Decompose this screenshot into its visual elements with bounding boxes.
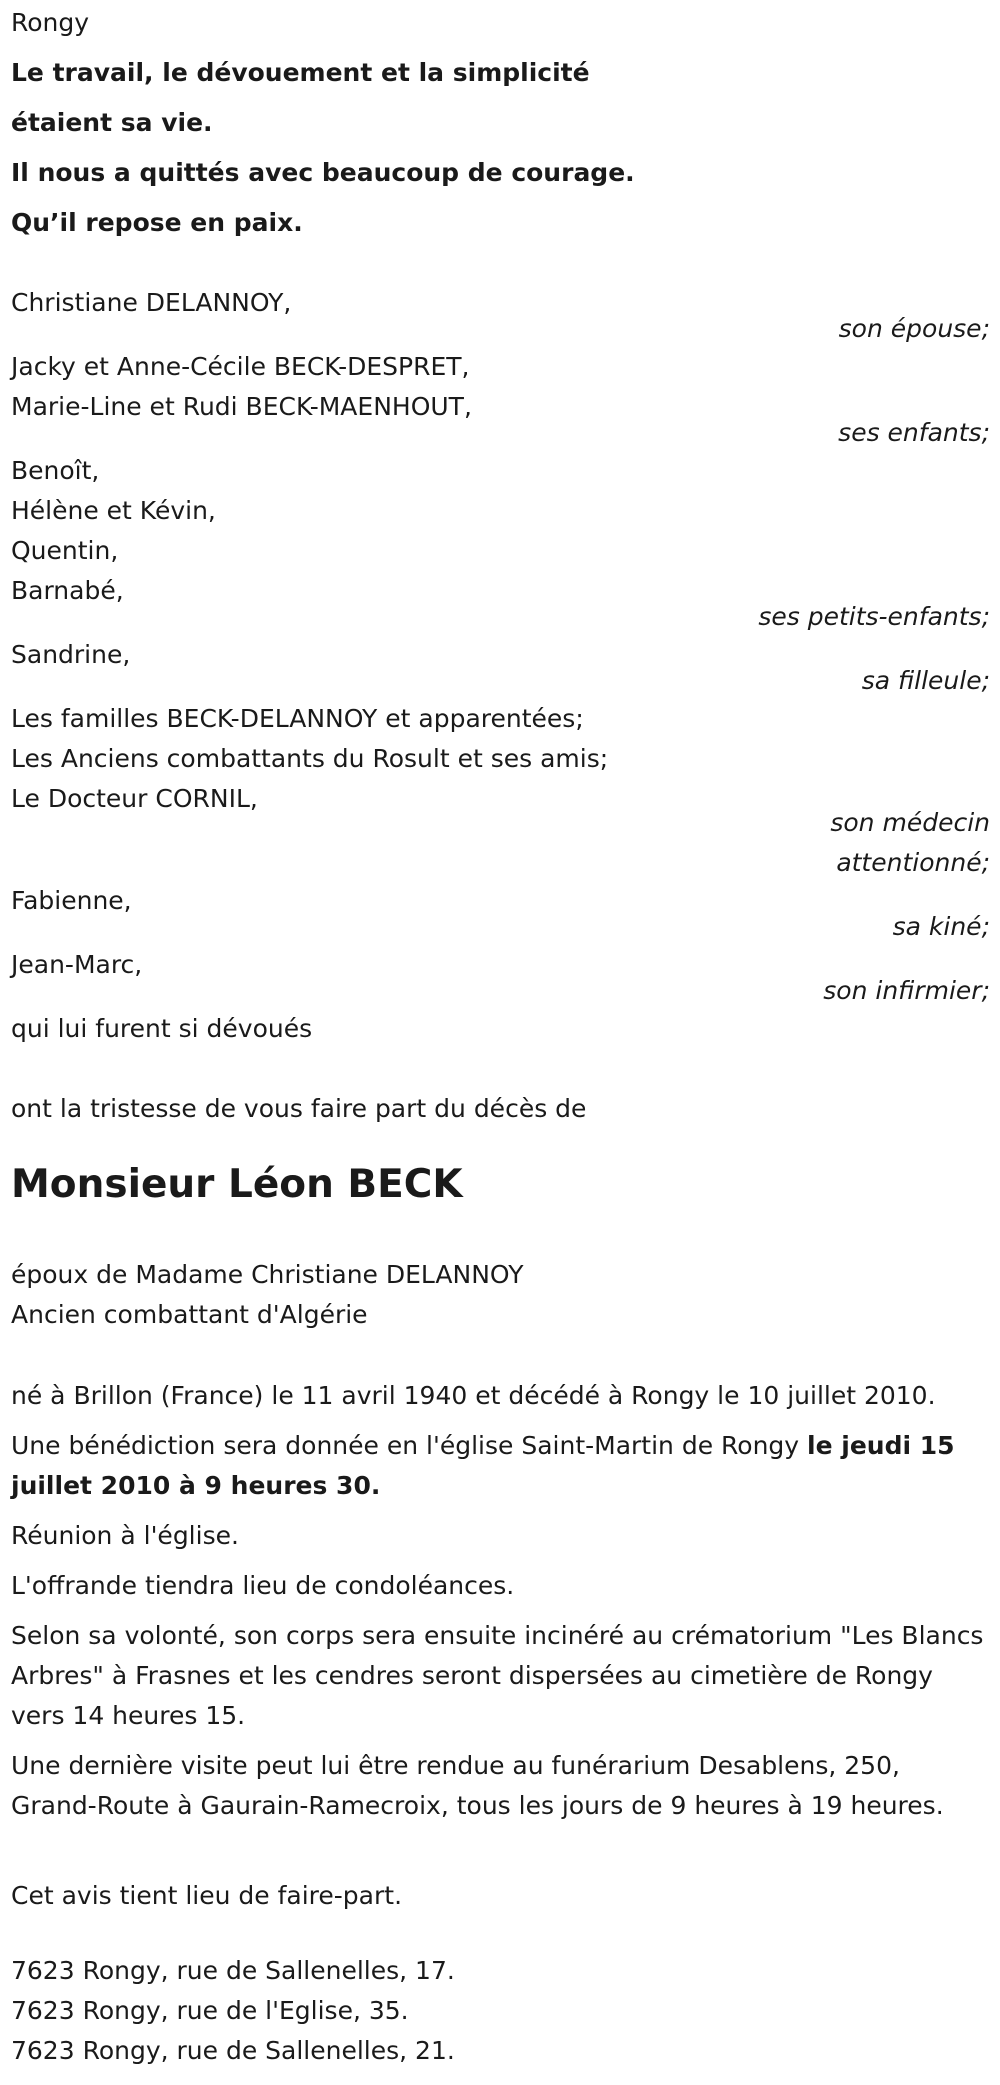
child-1: Jacky et Anne-Cécile BECK-DESPRET, [11, 352, 470, 381]
motto-line-2: étaient sa vie. [11, 108, 213, 137]
blessing-text: Une bénédiction sera donnée en l'église Saint-Martin de Rongy [11, 1431, 808, 1460]
nurse-name: Jean-Marc, [11, 950, 143, 979]
physio-name: Fabienne, [11, 886, 132, 915]
spouse-line: époux de Madame Christiane DELANNOY [11, 1260, 524, 1289]
title-line: Ancien combattant d'Algérie [11, 1300, 368, 1329]
blessing-date: le jeudi 15 juillet 2010 à 9 heures 30. [11, 1431, 955, 1500]
physio-role: sa kiné; [892, 912, 990, 941]
motto-line-1: Le travail, le dévouement et la simplicité [11, 58, 590, 87]
grandchild-3: Quentin, [11, 536, 119, 565]
child-2: Marie-Line et Rudi BECK-MAENHOUT, [11, 392, 472, 421]
devoted-line: qui lui furent si dévoués [11, 1014, 313, 1043]
address-2: 7623 Rongy, rue de l'Eglise, 35. [11, 1996, 409, 2025]
grandchildren-role: ses petits-enfants; [758, 602, 990, 631]
address-1: 7623 Rongy, rue de Sallenelles, 17. [11, 1956, 455, 1985]
others-line-2: Les Anciens combattants du Rosult et ses amis; [11, 744, 609, 773]
grandchild-4: Barnabé, [11, 576, 124, 605]
motto-line-3: Il nous a quittés avec beaucoup de courage. [11, 158, 635, 187]
address-3: 7623 Rongy, rue de Sallenelles, 21. [11, 2036, 455, 2065]
goddaughter-name: Sandrine, [11, 640, 131, 669]
nurse-role: son infirmier; [823, 976, 990, 1005]
grandchild-2: Hélène et Kévin, [11, 496, 216, 525]
birth-death-line: né à Brillon (France) le 11 avril 1940 et décédé à Rongy le 10 juillet 2010. [11, 1381, 936, 1410]
motto-line-4: Qu’il repose en paix. [11, 208, 303, 237]
children-role: ses enfants; [838, 418, 990, 447]
doctor-role-2: attentionné; [836, 848, 990, 877]
meeting-line: Réunion à l'église. [11, 1521, 239, 1550]
doctor-name: Le Docteur CORNIL, [11, 784, 258, 813]
blessing-paragraph [11, 1426, 986, 1506]
spouse-role: son épouse; [838, 314, 990, 343]
announcement-intro: ont la tristesse de vous faire part du décès de [11, 1094, 587, 1123]
place-heading: Rongy [11, 8, 90, 37]
grandchild-1: Benoît, [11, 456, 100, 485]
spouse-name: Christiane DELANNOY, [11, 288, 292, 317]
visit-paragraph: Une dernière visite peut lui être rendue au funérarium Desablens, 250, Grand-Route à Gaurain-Ramecroix, tous les jours de 9 heures à 19 heures. [11, 1751, 944, 1820]
goddaughter-role: sa filleule; [861, 666, 990, 695]
doctor-role-1: son médecin [830, 808, 990, 837]
others-line-1: Les familles BECK-DELANNOY et apparentées; [11, 704, 584, 733]
notice-line: Cet avis tient lieu de faire-part. [11, 1881, 403, 1910]
deceased-name: Monsieur Léon BECK [11, 1162, 463, 1207]
offering-line: L'offrande tiendra lieu de condoléances. [11, 1571, 515, 1600]
cremation-paragraph: Selon sa volonté, son corps sera ensuite incinéré au crématorium "Les Blancs Arbres" à Frasnes et les cendres seront dispersées au cimetière de Rongy vers 14 heures 15. [11, 1621, 984, 1730]
